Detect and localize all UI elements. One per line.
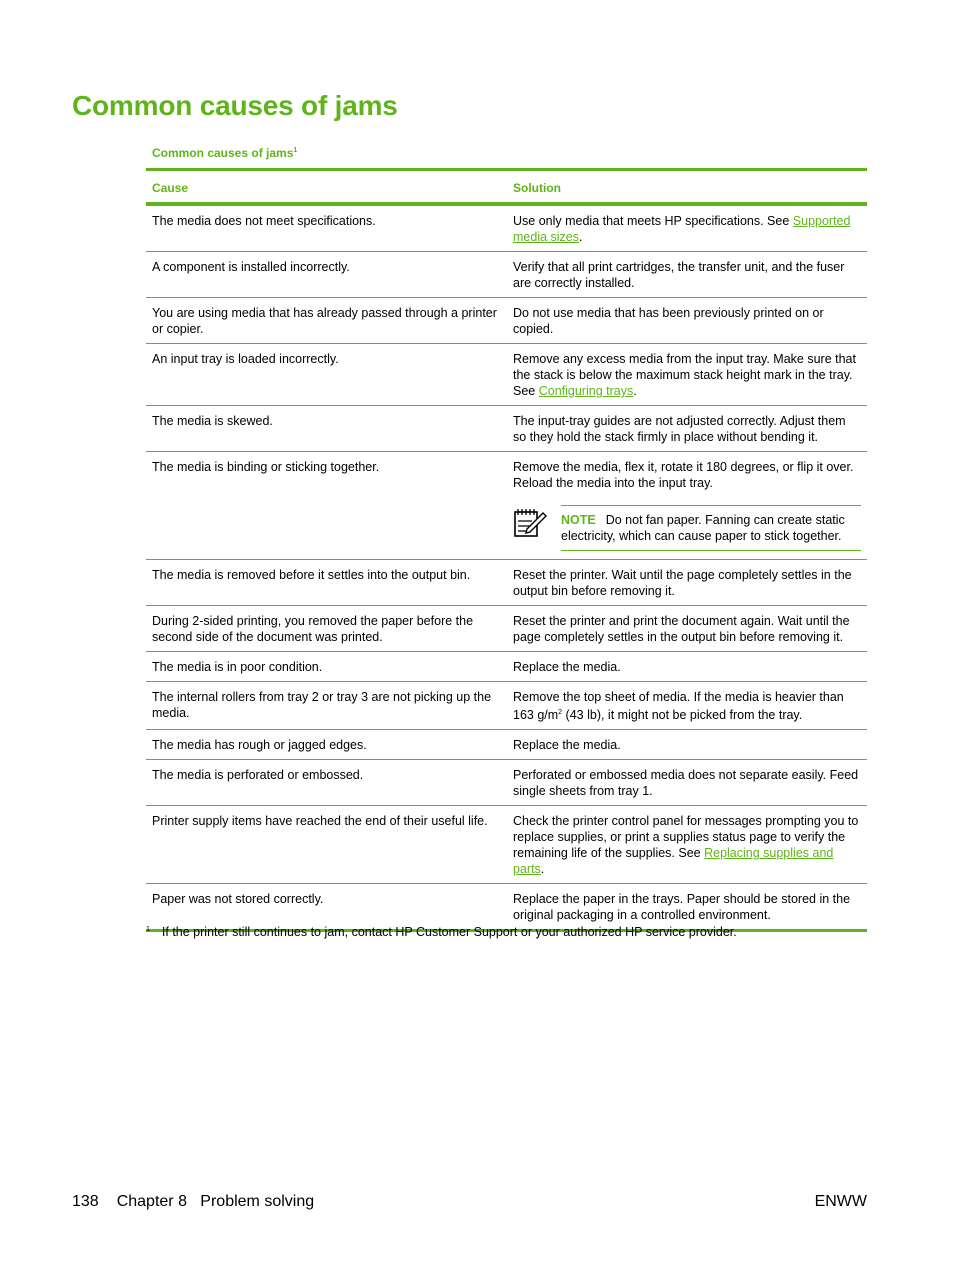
solution-text: Use only media that meets HP specifications. See bbox=[513, 214, 793, 228]
header-cause: Cause bbox=[152, 181, 189, 195]
footnote-mark: 1 bbox=[146, 926, 150, 933]
table-header bbox=[146, 171, 867, 205]
cause-cell: The media is removed before it settles into the output bin. bbox=[152, 568, 471, 582]
solution-cell bbox=[507, 206, 867, 251]
cause-cell: The media is perforated or embossed. bbox=[152, 768, 364, 783]
cause-cell: Printer supply items have reached the end of their useful life. bbox=[152, 814, 488, 829]
solution-cell: Verify that all print cartridges, the transfer unit, and the fuser are correctly installed. bbox=[513, 260, 845, 290]
chapter-title: Chapter 8 Problem solving bbox=[116, 1193, 315, 1210]
table-row bbox=[146, 451, 867, 559]
table-row bbox=[146, 251, 867, 297]
solution-cell bbox=[507, 452, 867, 559]
table-row bbox=[146, 205, 867, 251]
footer-left bbox=[72, 1193, 332, 1211]
jams-table bbox=[146, 168, 867, 932]
table-row bbox=[146, 805, 867, 883]
solution-cell: Perforated or embossed media does not separate easily. Feed single sheets from tray 1. bbox=[513, 768, 859, 799]
table-row bbox=[146, 759, 867, 805]
cause-cell: The media is skewed. bbox=[152, 414, 273, 428]
solution-text-end: . bbox=[540, 862, 545, 877]
replacing-supplies-link[interactable]: Replacing supplies and parts bbox=[513, 846, 834, 877]
note-text: Do not fan paper. Fanning can create static electricity, which can cause paper to stick together. bbox=[561, 513, 845, 543]
cause-cell: During 2-sided printing, you removed the paper before the second side of the document was printed. bbox=[152, 614, 474, 644]
cause-cell: The media is binding or sticking together. bbox=[152, 460, 380, 474]
solution-cell: Replace the media. bbox=[513, 738, 621, 753]
solution-cell bbox=[507, 682, 867, 729]
solution-cell: Reset the printer. Wait until the page completely settles in the output bin before removing it. bbox=[513, 568, 852, 598]
table-caption-text: Common causes of jams bbox=[152, 146, 294, 160]
footnote-text: If the printer still continues to jam, contact HP Customer Support or your authorized HP service provider. bbox=[161, 925, 737, 939]
solution-text: Remove any excess media from the input tray. Make sure that the stack is below the maximum stack height mark in the tray. See bbox=[513, 352, 856, 398]
table-row bbox=[146, 883, 867, 929]
cause-cell: Paper was not stored correctly. bbox=[152, 892, 324, 907]
table-row bbox=[146, 343, 867, 405]
solution-text: Check the printer control panel for messages prompting you to replace supplies, or print a supplies status page to verify the remaining life of the supplies. See bbox=[513, 814, 859, 861]
footer-right: ENWW bbox=[814, 1193, 867, 1210]
solution-cell: Reset the printer and print the document again. Wait until the page completely settles in the output bin before removing it. bbox=[513, 614, 850, 644]
page-footer bbox=[72, 1193, 867, 1211]
note-body bbox=[561, 505, 861, 551]
table-row bbox=[146, 729, 867, 759]
cause-cell: You are using media that has already passed through a printer or copier. bbox=[152, 306, 497, 336]
table-row bbox=[146, 605, 867, 651]
solution-text-end: (43 lb), it might not be picked from the tray. bbox=[562, 708, 803, 723]
solution-text-end: . bbox=[579, 230, 583, 244]
table-footnote bbox=[146, 925, 737, 939]
solution-cell: Replace the media. bbox=[513, 660, 621, 674]
table-row bbox=[146, 651, 867, 681]
cause-cell: The internal rollers from tray 2 or tray 3 are not picking up the media. bbox=[152, 690, 492, 720]
table-row bbox=[146, 405, 867, 451]
cause-cell: The media is in poor condition. bbox=[152, 660, 323, 674]
supported-media-sizes-link[interactable]: Supported media sizes bbox=[513, 214, 851, 244]
table-row bbox=[146, 297, 867, 343]
solution-text: Remove the top sheet of media. If the media is heavier than 163 g/m bbox=[513, 690, 844, 723]
superscript: 2 bbox=[558, 709, 563, 716]
solution-cell: The input-tray guides are not adjusted correctly. Adjust them so they hold the stack firmly in place without bending it. bbox=[513, 414, 846, 444]
solution-text-end: . bbox=[633, 384, 637, 398]
table-row bbox=[146, 681, 867, 729]
solution-cell: Do not use media that has been previously printed on or copied. bbox=[513, 306, 824, 336]
solution-cell: Replace the paper in the trays. Paper should be stored in the original packaging in a controlled environment. bbox=[513, 892, 851, 923]
table-row bbox=[146, 559, 867, 605]
solution-cell bbox=[507, 806, 867, 883]
page-title: Common causes of jams bbox=[72, 90, 398, 121]
configuring-trays-link[interactable]: Configuring trays bbox=[538, 384, 634, 398]
note-label: NOTE bbox=[561, 513, 596, 527]
solution-text: Remove the media, flex it, rotate it 180 degrees, or flip it over. Reload the media into the input tray. bbox=[513, 460, 854, 490]
note-pad-icon bbox=[513, 505, 561, 551]
table-caption-footnote-mark: 1 bbox=[293, 147, 298, 154]
solution-cell bbox=[507, 344, 867, 405]
note-box bbox=[513, 505, 861, 551]
table-caption bbox=[152, 146, 297, 160]
cause-cell: An input tray is loaded incorrectly. bbox=[152, 352, 339, 366]
page-number: 138 bbox=[72, 1193, 99, 1210]
header-solution: Solution bbox=[513, 181, 561, 195]
cause-cell: The media does not meet specifications. bbox=[152, 214, 376, 228]
cause-cell: The media has rough or jagged edges. bbox=[152, 738, 367, 753]
cause-cell: A component is installed incorrectly. bbox=[152, 260, 350, 274]
